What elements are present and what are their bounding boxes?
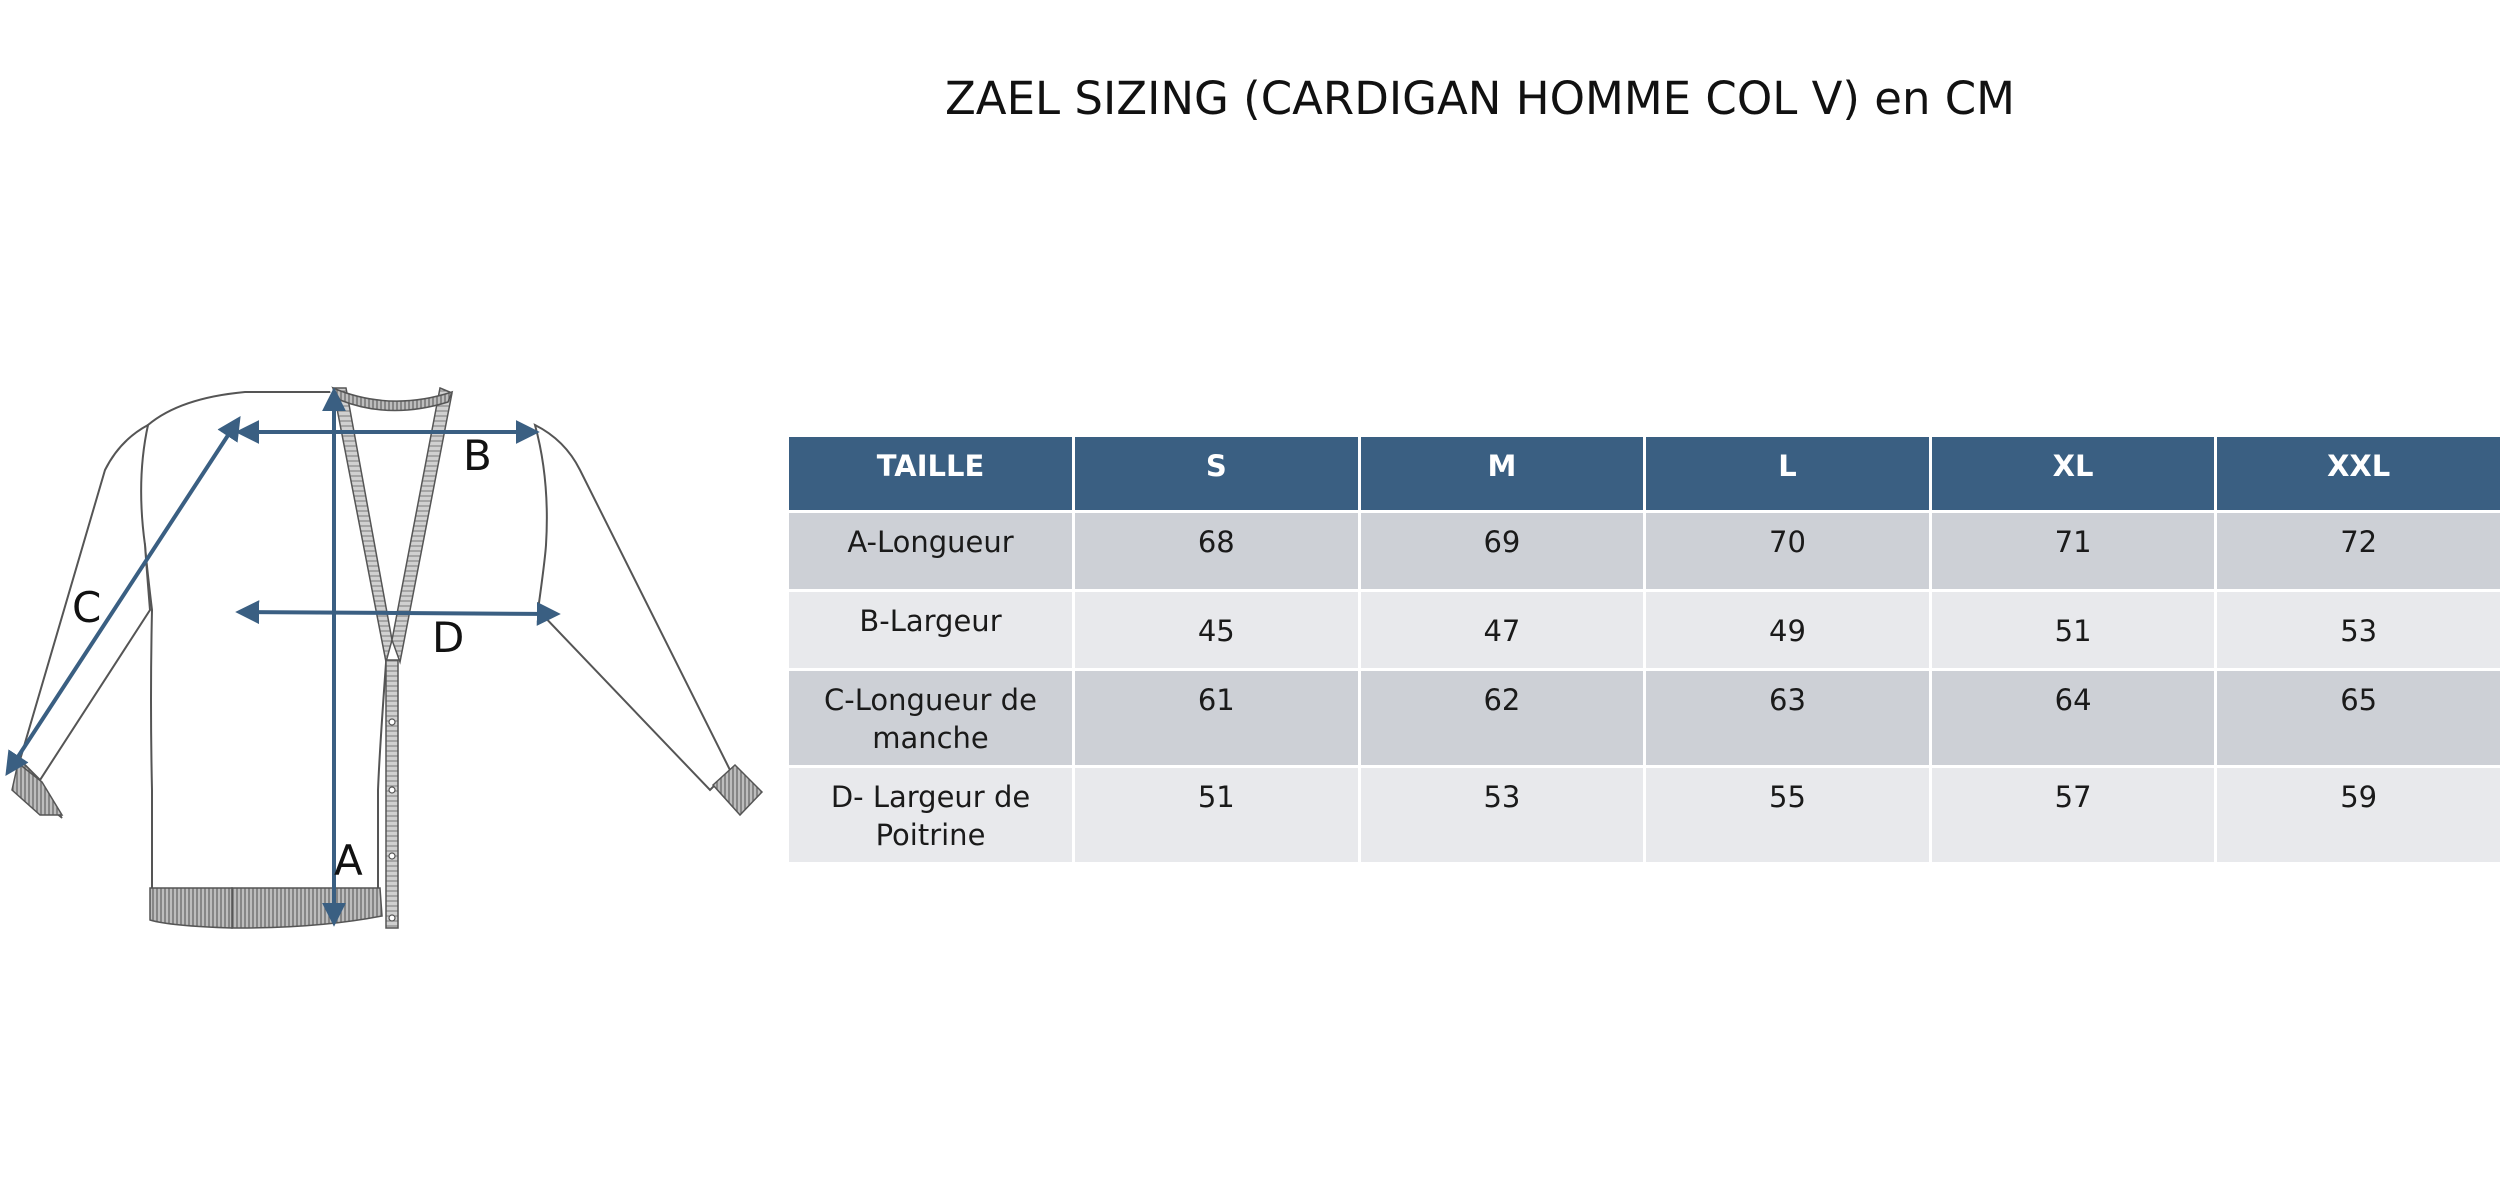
hem-rib-left xyxy=(150,888,232,928)
label-c: C xyxy=(72,583,102,632)
label-a: A xyxy=(334,836,363,885)
cell-value: 59 xyxy=(2216,767,2502,864)
row-label: C-Longueur de manche xyxy=(788,670,1074,767)
header-xxl: XXL xyxy=(2216,436,2502,512)
cell-value: 64 xyxy=(1930,670,2216,767)
row-label: A-Longueur xyxy=(788,512,1074,591)
cardigan-diagram xyxy=(0,370,780,950)
table-row xyxy=(788,591,2502,670)
button-placket xyxy=(386,660,398,928)
cell-value: 63 xyxy=(1645,670,1931,767)
arrow-d xyxy=(240,612,556,614)
cell-value: 70 xyxy=(1645,512,1931,591)
cell-value: 55 xyxy=(1645,767,1931,864)
cell-value: 57 xyxy=(1930,767,2216,864)
cell-value: 68 xyxy=(1074,512,1360,591)
cell-value: 53 xyxy=(2216,591,2502,670)
cell-value: 45 xyxy=(1074,591,1360,670)
cell-value: 51 xyxy=(1930,591,2216,670)
header-l: L xyxy=(1645,436,1931,512)
cell-value: 53 xyxy=(1359,767,1645,864)
cell-value: 51 xyxy=(1074,767,1360,864)
header-xl: XL xyxy=(1930,436,2216,512)
table-row xyxy=(788,670,2502,767)
cell-value: 61 xyxy=(1074,670,1360,767)
table-row xyxy=(788,512,2502,591)
hem-rib xyxy=(232,888,382,928)
header-taille: TAILLE xyxy=(788,436,1074,512)
page-title: ZAEL SIZING (CARDIGAN HOMME COL V) en CM xyxy=(944,72,2016,125)
label-d: D xyxy=(432,613,465,662)
header-s: S xyxy=(1074,436,1360,512)
cell-value: 69 xyxy=(1359,512,1645,591)
table-header-row xyxy=(788,436,2502,512)
row-label: D- Largeur de Poitrine xyxy=(788,767,1074,864)
right-sleeve xyxy=(535,425,730,790)
cell-value: 72 xyxy=(2216,512,2502,591)
header-m: M xyxy=(1359,436,1645,512)
label-b: B xyxy=(463,431,492,480)
cell-value: 62 xyxy=(1359,670,1645,767)
row-label: B-Largeur xyxy=(788,591,1074,670)
cell-value: 47 xyxy=(1359,591,1645,670)
cell-value: 49 xyxy=(1645,591,1931,670)
cell-value: 65 xyxy=(2216,670,2502,767)
cell-value: 71 xyxy=(1930,512,2216,591)
table-row xyxy=(788,767,2502,864)
size-table xyxy=(786,434,2503,865)
